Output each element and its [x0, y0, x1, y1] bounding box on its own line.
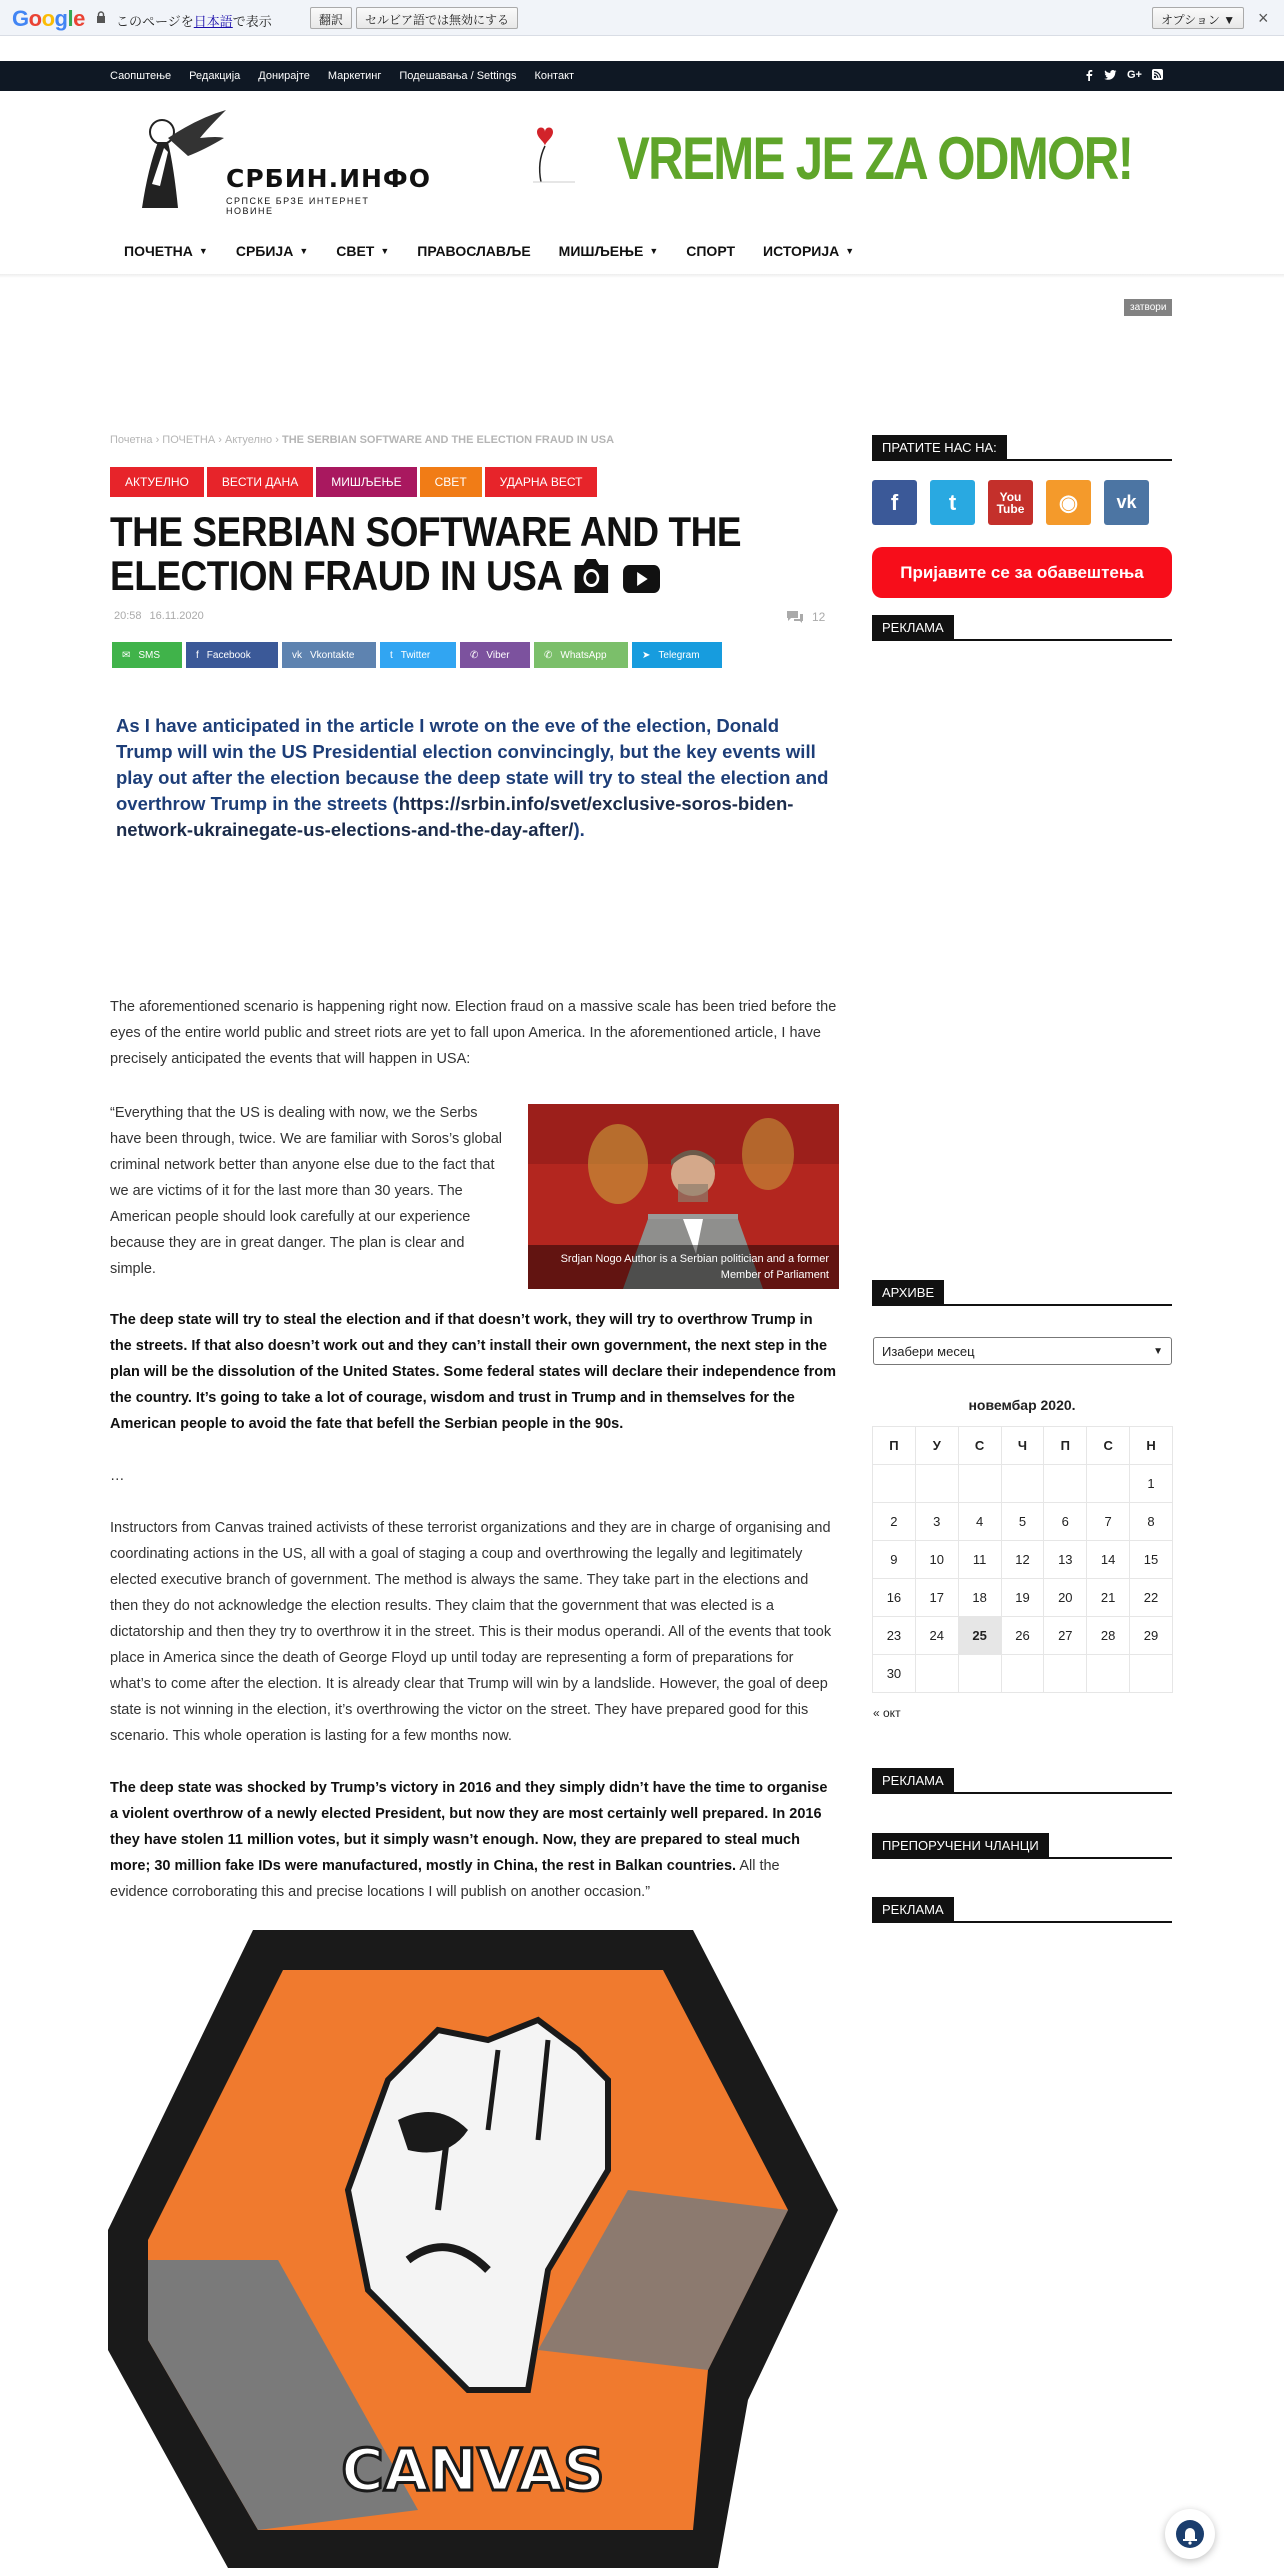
calendar-day[interactable]: 16	[873, 1579, 916, 1617]
calendar-weekday: У	[915, 1427, 958, 1465]
share-viber-button[interactable]: ✆ Viber	[460, 642, 530, 668]
calendar-day[interactable]: 1	[1130, 1465, 1173, 1503]
calendar-day[interactable]: 8	[1130, 1503, 1173, 1541]
calendar-day[interactable]: 15	[1130, 1541, 1173, 1579]
top-link-marketing[interactable]: Маркетинг	[327, 70, 382, 82]
calendar-day[interactable]: 25	[958, 1617, 1001, 1655]
viber-icon: ✆	[470, 649, 479, 661]
article-meta	[114, 610, 204, 622]
calendar-weekday: С	[1087, 1427, 1130, 1465]
calendar-day[interactable]: 12	[1001, 1541, 1044, 1579]
share-sms-button[interactable]: ✉ SMS	[112, 642, 182, 668]
nav-item-home[interactable]: ПОЧЕТНА ▼	[124, 243, 208, 259]
category-tag[interactable]: МИШЉЕЊЕ	[316, 467, 416, 497]
calendar-day[interactable]: 4	[958, 1503, 1001, 1541]
calendar-day[interactable]: 5	[1001, 1503, 1044, 1541]
share-buttons	[112, 642, 722, 668]
lock-icon	[96, 11, 106, 23]
lead-link[interactable]: https://srbin.info/svet/exclusive-soros-biden-network-ukrainegate-us-elections-and-the-day-after/	[116, 793, 794, 840]
top-bar	[0, 61, 1284, 91]
sidebar-ad-heading: РЕКЛАМА	[872, 1768, 1172, 1794]
category-tag[interactable]: УДАРНА ВЕСТ	[485, 467, 598, 497]
calendar-day[interactable]: 24	[915, 1617, 958, 1655]
share-facebook-button[interactable]: f Facebook	[186, 642, 278, 668]
author-photo[interactable]	[528, 1104, 839, 1289]
calendar-day	[1044, 1465, 1087, 1503]
disable-translate-button[interactable]: セルビア語では無効にする	[356, 7, 518, 29]
facebook-icon[interactable]: f	[872, 480, 917, 525]
bell-icon	[1175, 2519, 1205, 2549]
calendar-week	[873, 1617, 1173, 1655]
top-social	[1084, 69, 1163, 81]
sms-icon: ✉	[122, 649, 131, 661]
top-nav	[110, 61, 574, 91]
category-tags	[110, 467, 597, 497]
vk-icon[interactable]: vk	[1104, 480, 1149, 525]
chevron-down-icon: ▼	[1153, 1345, 1163, 1357]
ad-banner[interactable]	[505, 118, 1133, 198]
calendar-day[interactable]: 11	[958, 1541, 1001, 1579]
calendar-day	[1087, 1655, 1130, 1693]
close-ad-button[interactable]: затвори	[1124, 299, 1172, 316]
calendar-day[interactable]: 9	[873, 1541, 916, 1579]
comments-count[interactable]: 12	[786, 610, 825, 624]
article-lead: As I have anticipated in the article I wrote on the eve of the election, Donald Trump will win the US Presidential election convincingly, but the key events will play out after the election because the deep state will try to steal the election and overthrow Trump in the streets (https://srbin.info/svet/exclusive-soros-biden-network-ukrainegate-us-elections-and-the-day-after/).	[116, 715, 829, 840]
breadcrumb-current-affairs[interactable]: Актуелно	[224, 434, 273, 446]
nav-item-opinion[interactable]: МИШЉЕЊЕ ▼	[558, 243, 659, 259]
article-title: THE SERBIAN SOFTWARE AND THE ELECTION FRAUD IN USA	[110, 508, 742, 599]
calendar-day[interactable]: 28	[1087, 1617, 1130, 1655]
archive-month-select[interactable]: Изабери месец ▼	[873, 1337, 1172, 1365]
whatsapp-icon: ✆	[544, 649, 553, 661]
breadcrumb-home[interactable]: Почетна	[110, 434, 153, 446]
chevron-down-icon: ▼	[198, 246, 208, 256]
calendar-day	[1001, 1655, 1044, 1693]
calendar-prev-month-link[interactable]: « окт	[873, 1706, 901, 1720]
calendar-weekday: П	[873, 1427, 916, 1465]
site-logo[interactable]	[138, 108, 431, 218]
sidebar-follow-heading: ПРАТИТЕ НАС НА:	[872, 435, 1172, 461]
calendar-week	[873, 1579, 1173, 1617]
calendar-weekday: С	[958, 1427, 1001, 1465]
calendar-day[interactable]: 26	[1001, 1617, 1044, 1655]
chat-button[interactable]	[1165, 2509, 1215, 2559]
breadcrumb: Почетна › ПОЧЕТНА › Актуелно › THE SERBIAN SOFTWARE AND THE ELECTION FRAUD IN USA	[110, 434, 615, 446]
twitter-icon: t	[390, 649, 393, 661]
youtube-icon[interactable]: You Tube	[988, 480, 1033, 525]
nav-item-world[interactable]: СВЕТ ▼	[336, 243, 390, 259]
google-plus-icon[interactable]: G+	[1127, 69, 1142, 81]
calendar-day	[1001, 1465, 1044, 1503]
calendar-day[interactable]: 21	[1087, 1579, 1130, 1617]
rss-icon[interactable]	[1152, 69, 1163, 80]
share-telegram-button[interactable]: ➤ Telegram	[632, 642, 722, 668]
calendar-day	[1087, 1465, 1130, 1503]
category-tag[interactable]: СВЕТ	[420, 467, 482, 497]
banner-text: VREME JE ZA ODMOR!	[617, 125, 1133, 192]
calendar-day	[958, 1655, 1001, 1693]
calendar-day	[958, 1465, 1001, 1503]
top-link-announcement[interactable]: Саопштење	[110, 70, 172, 82]
calendar-day[interactable]: 22	[1130, 1579, 1173, 1617]
calendar-day[interactable]: 30	[873, 1655, 916, 1693]
calendar-day	[915, 1465, 958, 1503]
twitter-icon[interactable]	[1104, 69, 1117, 81]
calendar-week	[873, 1465, 1173, 1503]
calendar-day[interactable]: 2	[873, 1503, 916, 1541]
category-tag[interactable]: АКТУЕЛНО	[110, 467, 204, 497]
calendar-day[interactable]: 29	[1130, 1617, 1173, 1655]
nav-item-serbia[interactable]: СРБИЈА ▼	[235, 243, 309, 259]
sidebar-recommended-heading: ПРЕПОРУЧЕНИ ЧЛАНЦИ	[872, 1833, 1172, 1859]
calendar-week	[873, 1655, 1173, 1693]
calendar-weekday: П	[1044, 1427, 1087, 1465]
nav-item-orthodoxy[interactable]: ПРАВОСЛАВЉЕ	[417, 243, 531, 259]
rss-icon[interactable]: ◉	[1046, 480, 1091, 525]
share-twitter-button[interactable]: t Twitter	[380, 642, 456, 668]
calendar-day[interactable]: 3	[915, 1503, 958, 1541]
calendar-day	[1044, 1655, 1087, 1693]
facebook-icon[interactable]	[1084, 69, 1094, 81]
sidebar-ad-heading: РЕКЛАМА	[872, 615, 1172, 641]
photo-caption: Srdjan Nogo Author is a Serbian politician and a former Member of Parliament	[528, 1245, 839, 1289]
nav-item-sport[interactable]: СПОРТ	[686, 243, 736, 259]
heart-balloon-icon	[515, 122, 575, 192]
logo-subtitle: СРПСКЕ БРЗЕ ИНТЕРНЕТ НОВИНЕ	[226, 196, 370, 216]
google-logo: Google	[12, 6, 85, 31]
calendar-day[interactable]: 6	[1044, 1503, 1087, 1541]
chevron-down-icon: ▼	[299, 246, 309, 256]
calendar-day[interactable]: 10	[915, 1541, 958, 1579]
share-whatsapp-button[interactable]: ✆ WhatsApp	[534, 642, 628, 668]
comments-icon	[786, 610, 804, 624]
breadcrumb-home-category[interactable]: ПОЧЕТНА	[162, 434, 216, 446]
article-paragraph: The deep state will try to steal the election and if that doesn’t work, they will try to overthrow Trump in the streets. If that also doesn’t work out and they can’t install their own government, the next step in the plan will be the dissolution of the United States. Some federal states will declare their independence from the country. It’s going to take a lot of courage, wisdom and trust in Trump and in themselves for the American people to avoid the fate that befell the Serbian people in the 90s.	[110, 1312, 836, 1432]
calendar-day[interactable]: 27	[1044, 1617, 1087, 1655]
article-paragraph: The deep state was shocked by Trump’s victory in 2016 and they simply didn’t have the time to organise a violent overthrow of a newly elected President, but now they are most certainly well prepared. In 2016 they have stolen 11 million votes, but it simply wasn’t enough. Now, they are prepared to steal much more; 30 million fake IDs were manufactured, mostly in China, the rest in Balkan countries. All the evidence corroborating this and precise locations I will publish on another occasion.”	[110, 1780, 828, 1900]
article-date: 16.11.2020	[149, 610, 204, 622]
calendar-day	[1130, 1655, 1173, 1693]
top-link-donate[interactable]: Донирајте	[258, 70, 310, 82]
breadcrumb-current: THE SERBIAN SOFTWARE AND THE ELECTION FRAUD IN USA	[281, 434, 615, 446]
article-ellipsis: …	[110, 1468, 125, 1484]
vk-icon: vk	[292, 649, 302, 661]
calendar	[872, 1426, 1173, 1693]
nav-divider	[0, 274, 1284, 278]
calendar-week	[873, 1541, 1173, 1579]
sidebar-archive-heading: АРХИВЕ	[872, 1280, 1172, 1306]
calendar-title: новембар 2020.	[968, 1397, 1076, 1413]
calendar-day[interactable]: 7	[1087, 1503, 1130, 1541]
calendar-day[interactable]: 19	[1001, 1579, 1044, 1617]
sidebar-social	[872, 480, 1149, 525]
canvas-logo-text: CANVAS	[341, 2436, 605, 2504]
top-link-editorial[interactable]: Редакција	[189, 70, 241, 82]
calendar-day[interactable]: 17	[915, 1579, 958, 1617]
telegram-icon: ➤	[642, 649, 651, 661]
top-link-settings[interactable]: Подешавања / Settings	[399, 70, 517, 82]
chevron-down-icon: ▼	[845, 246, 855, 256]
share-vkontakte-button[interactable]: vk Vkontakte	[282, 642, 376, 668]
chevron-down-icon: ▼	[380, 246, 390, 256]
calendar-day[interactable]: 18	[958, 1579, 1001, 1617]
top-link-contact[interactable]: Контакт	[534, 70, 575, 82]
main-nav	[110, 236, 868, 266]
calendar-day[interactable]: 20	[1044, 1579, 1087, 1617]
sidebar-ad-heading: РЕКЛАМА	[872, 1897, 1172, 1923]
video-icon	[622, 561, 662, 595]
calendar-day[interactable]: 13	[1044, 1541, 1087, 1579]
article-paragraph: Instructors from Canvas trained activists of these terrorist organizations and they are in charge of organising and coordinating actions in the US, all with a goal of staging a coup and overthrowing the legally and legitimately elected executive branch of government. The method is always the same. They take part in the elections and then they do not acknowledge the election results. They claim that the government that was elected is a dictatorship and then they try to overthrow it in the street. This is their modus operandi. All of the events that took place in America since the death of George Floyd up until today are representing a form of preparations for what’s to come after the election. It is already clear that Trump will win by a landslide. However, the goal of deep state is not winning in the election, it’s overthrowing the victor on the street. They have prepared good for this scenario. This whole operation is lasting for a few months now.	[110, 1520, 832, 1744]
nav-item-history[interactable]: ИСТОРИЈА ▼	[763, 243, 855, 259]
language-link[interactable]: 日本語	[193, 14, 233, 29]
options-button[interactable]: オプション ▼	[1152, 7, 1244, 29]
logo-title: СРБИН.ИНФО	[226, 164, 431, 193]
calendar-day[interactable]: 14	[1087, 1541, 1130, 1579]
article-paragraph: “Everything that the US is dealing with now, we the Serbs have been through, twice. We are familiar with Soros’s global criminal network better than anyone else due to the fact that we are victims of it for the last more than 30 years. The American people should look carefully at our experience because they are in great danger. The plan is clear and simple.	[110, 1105, 502, 1277]
article-paragraph: The aforementioned scenario is happening right now. Election fraud on a massive scale has been tried before the eyes of the entire world public and street riots are yet to fall upon America. In the aforementioned article, I have precisely anticipated the events that will happen in USA:	[110, 999, 837, 1067]
category-tag[interactable]: ВЕСТИ ДАНА	[207, 467, 313, 497]
close-icon[interactable]: ×	[1258, 8, 1269, 28]
twitter-icon[interactable]: t	[930, 480, 975, 525]
chevron-down-icon: ▼	[649, 246, 659, 256]
calendar-day	[915, 1655, 958, 1693]
canvas-logo-image	[108, 1930, 838, 2568]
facebook-icon: f	[196, 649, 199, 661]
translate-bar	[0, 0, 1284, 36]
translate-button[interactable]: 翻訳	[310, 7, 352, 29]
calendar-weekday: Ч	[1001, 1427, 1044, 1465]
calendar-day[interactable]: 23	[873, 1617, 916, 1655]
calendar-week	[873, 1503, 1173, 1541]
calendar-weekday: Н	[1130, 1427, 1173, 1465]
subscribe-button[interactable]: Пријавите се за обавештења	[872, 547, 1172, 598]
angel-logo-icon	[138, 108, 228, 216]
translate-prompt: このページを日本語で表示	[116, 14, 272, 29]
camera-icon	[571, 557, 611, 595]
article-time: 20:58	[114, 610, 142, 622]
calendar-day	[873, 1465, 916, 1503]
